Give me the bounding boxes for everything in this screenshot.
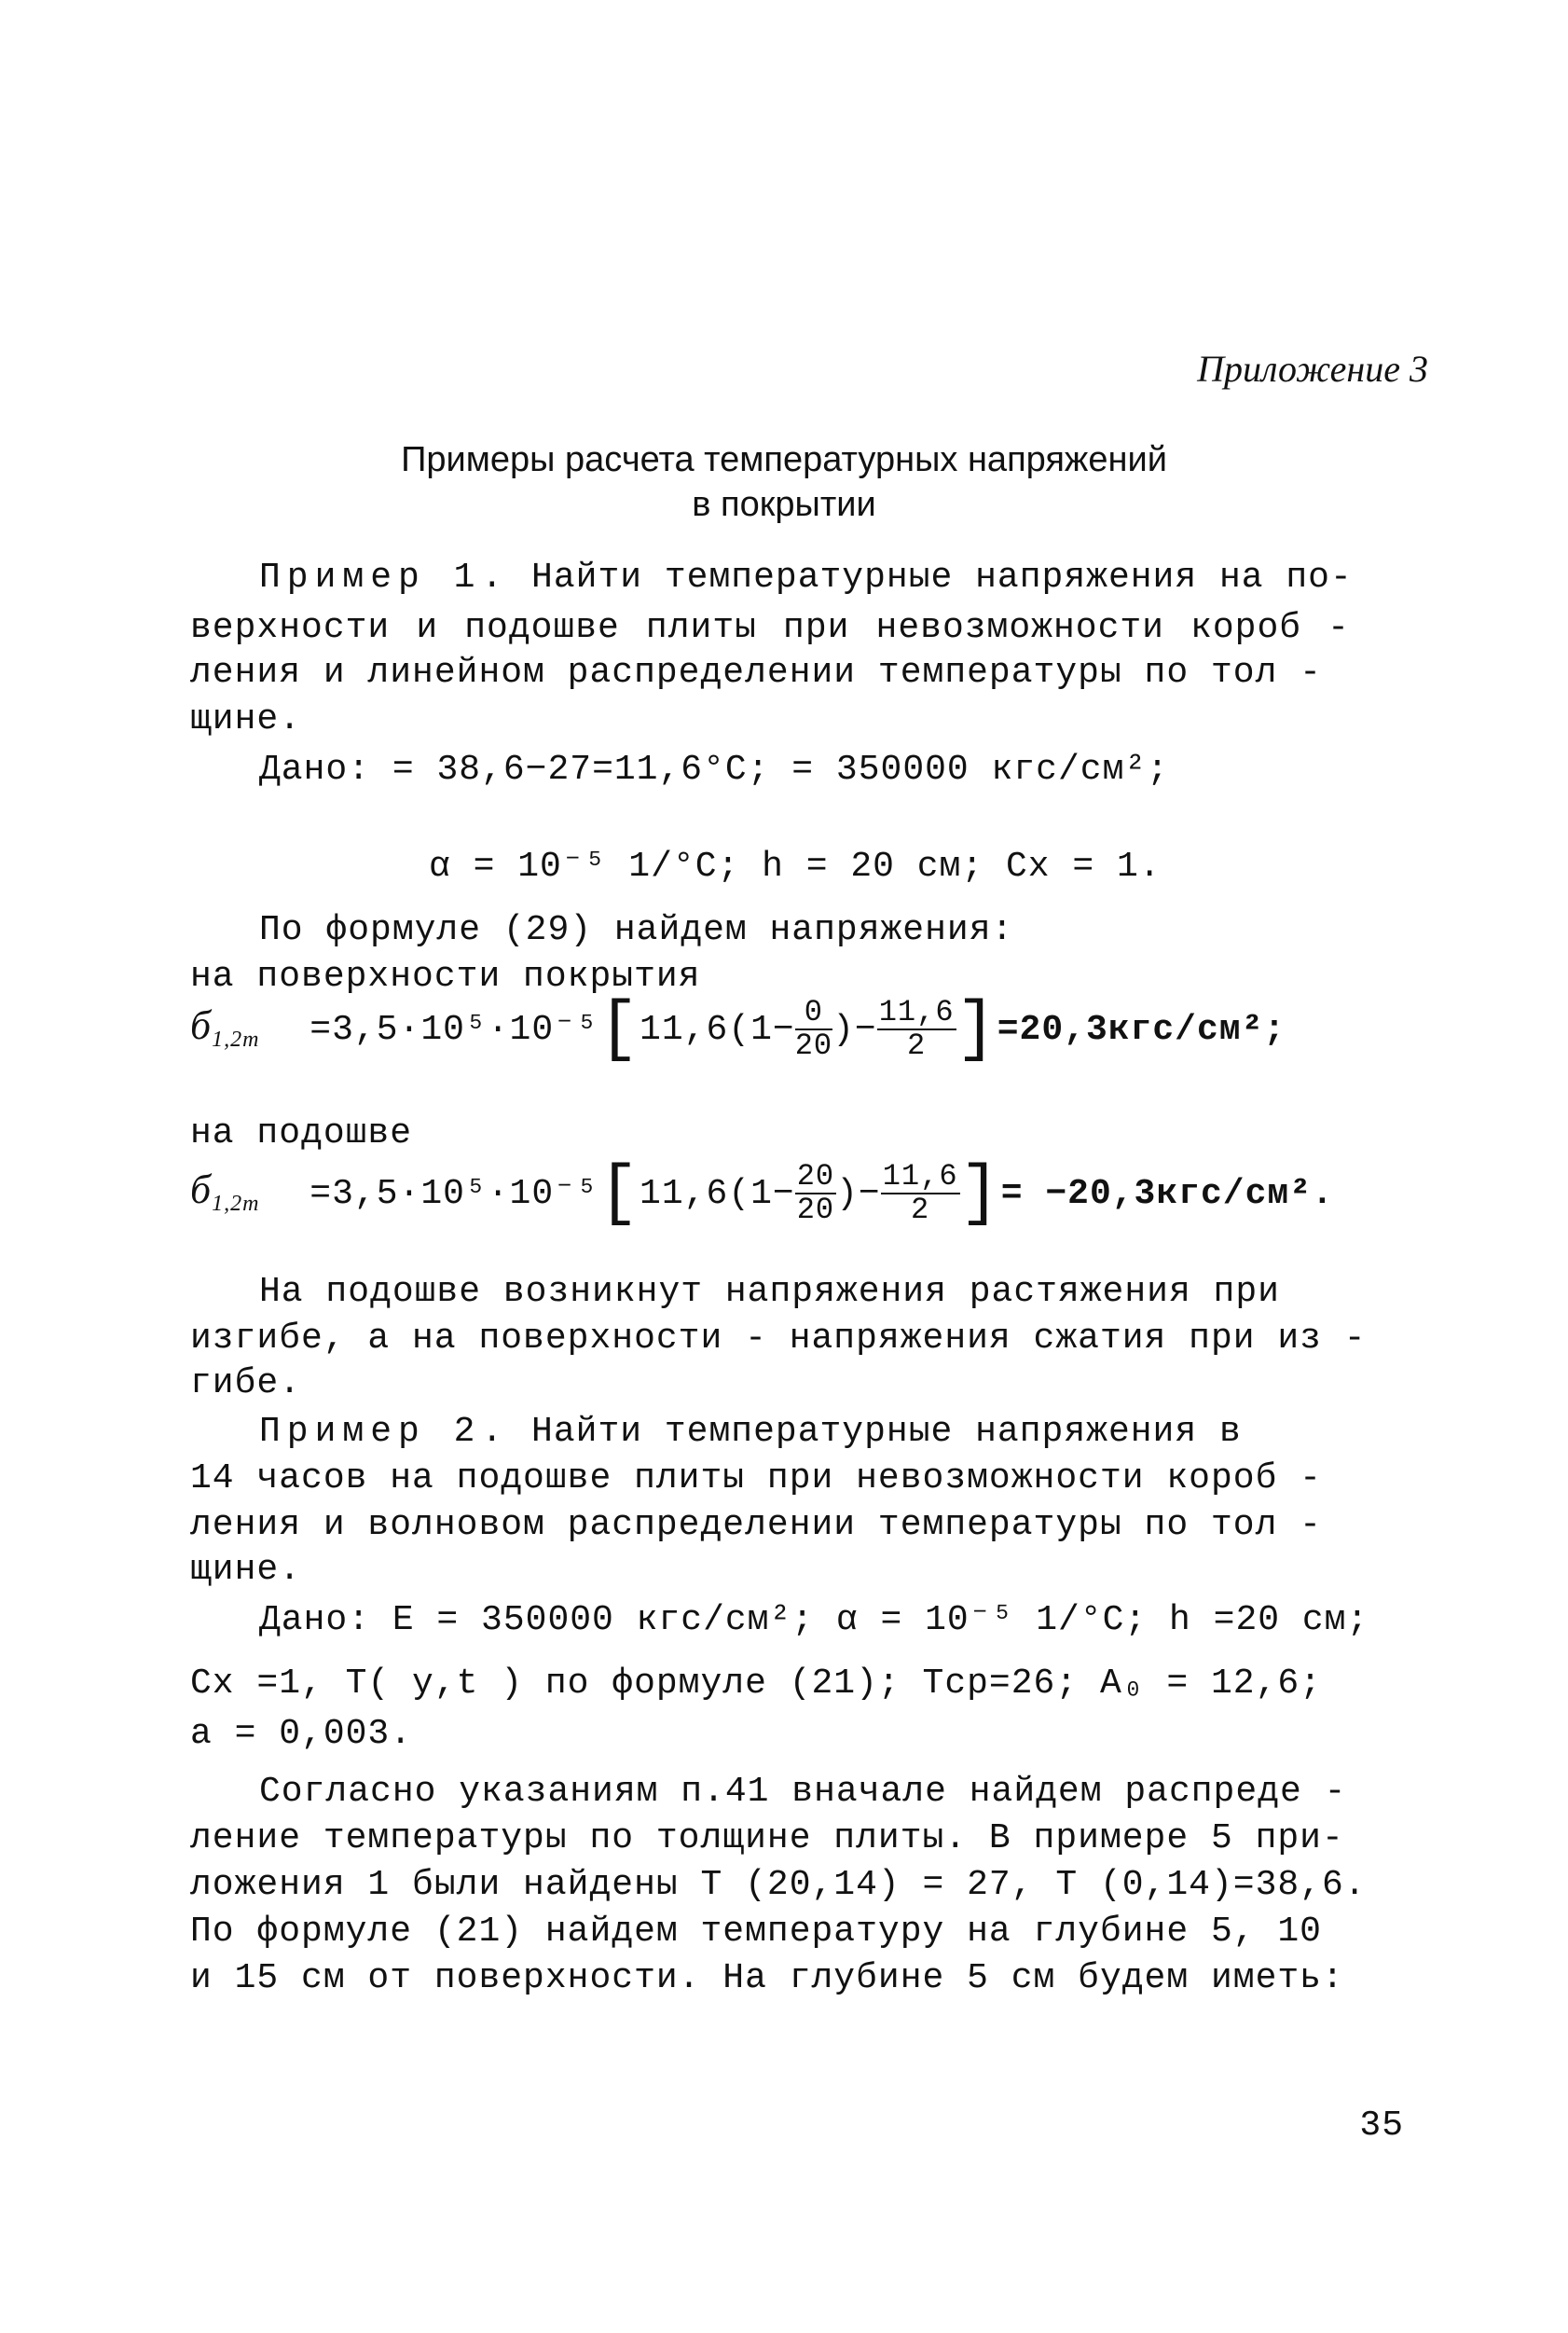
example1-formula-intro: По формуле (29) найдем напряжения:	[259, 910, 1014, 950]
example2-para-line5: и 15 см от поверхности. На глубине 5 см будем иметь:	[190, 1958, 1344, 1998]
example2-given-line2: Cx =1, T( y,t ) по формуле (21); Tср=26; A₀ = 12,6;	[190, 1663, 1322, 1704]
example2-text-line3: ления и волновом распределении температуры по тол -	[190, 1505, 1322, 1545]
example2-para-line2: ление температуры по толщине плиты. В примере 5 при-	[190, 1818, 1344, 1858]
example1-text-line4: щине.	[190, 699, 302, 739]
equation-2: $б_{1,2т} =3,5\cdot 10^5\cdot 10^{-5}[11,6(1-$ $\frac{20}{20}$ )− $\frac{11,6}{2}$ ]= −20,3кгс/см².	[190, 1155, 1334, 1232]
example2-text-line4: щине.	[190, 1550, 302, 1590]
section-title-line2: в покрытии	[692, 485, 876, 524]
example2-para-line4: По формуле (21) найдем температуру на глубине 5, 10	[190, 1912, 1322, 1952]
example1-surface-label: на поверхности покрытия	[190, 957, 701, 997]
example1-text-line3: ления и линейном распределении температуры по тол -	[190, 653, 1322, 693]
example2-text-line1: Найти температурные напряжения в	[531, 1412, 1242, 1452]
example2-heading-line	[259, 1412, 1242, 1452]
example1-given-line2: α = 10⁻⁵ 1/°С; h = 20 см; Cx = 1.	[429, 847, 1162, 887]
section-title-line1: Примеры расчета температурных напряжений	[401, 440, 1167, 479]
equation-1: $б_{1,2т} =3,5\cdot 10^5\cdot 10^{-5}[11,6(1-$ $\frac{0}{20}$ )− $\frac{11,6}{2}$ ]=20,3кгс/см²;	[190, 991, 1286, 1068]
example1-given-line1: Дано: = 38,6−27=11,6°С; = 350000 кгс/см²;	[259, 750, 1169, 790]
example1-text-line1: Найти температурные напряжения на по-	[531, 558, 1353, 598]
example2-para-line3: ложения 1 были найдены T (20,14) = 27, T (0,14)=38,6.	[190, 1865, 1367, 1905]
example1-conclusion-line3: гибе.	[190, 1363, 302, 1403]
example1-heading-line	[259, 558, 1353, 598]
example2-given-line3: a = 0,003.	[190, 1714, 413, 1754]
example2-given-line1: Дано: E = 350000 кгс/см²; α = 10⁻⁵ 1/°С; h =20 см;	[259, 1600, 1369, 1640]
example1-heading: Пример 1.	[259, 558, 510, 598]
example2-para-line1: Согласно указаниям п.41 вначале найдем распреде -	[259, 1772, 1347, 1812]
example1-conclusion-line1: На подошве возникнут напряжения растяжения при	[259, 1272, 1280, 1312]
example2-text-line2: 14 часов на подошве плиты при невозможности короб -	[190, 1458, 1322, 1498]
example1-conclusion-line2: изгибе, а на поверхности - напряжения сжатия при из -	[190, 1318, 1367, 1359]
example1-bottom-label: на подошве	[190, 1113, 413, 1153]
example2-heading: Пример 2.	[259, 1412, 510, 1452]
page-number: 35	[1359, 2105, 1404, 2146]
appendix-label: Приложение 3	[1197, 348, 1428, 390]
example1-text-line2: верхности и подошве плиты при невозможности короб -	[190, 608, 1350, 648]
